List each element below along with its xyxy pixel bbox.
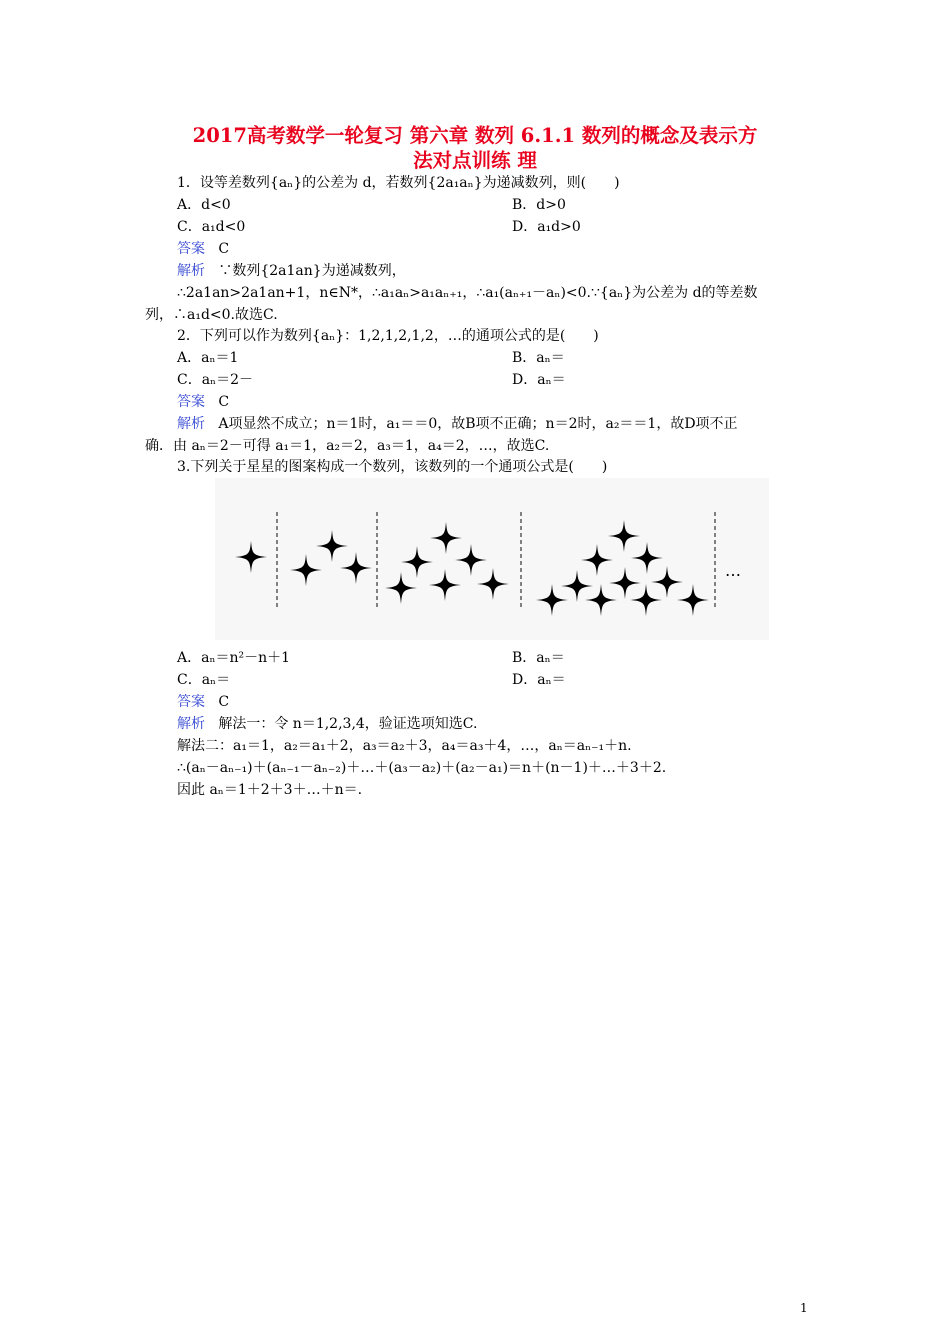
star-icon	[235, 541, 267, 573]
star-icon	[401, 546, 433, 578]
q1-option-b: B．d>0	[512, 197, 566, 213]
star-pattern-svg	[215, 478, 769, 640]
q3-analysis-row	[177, 714, 477, 734]
star-icon	[429, 569, 461, 601]
q3-analysis-line2: 解法二：a₁＝1，a₂＝a₁＋2，a₃＝a₂＋3，a₄＝a₃＋4，…，aₙ＝aₙ₋₁＋n.	[177, 738, 632, 754]
q2-stem: 2．下列可以作为数列{aₙ}：1,2,1,2,1,2，…的通项公式的是( )	[177, 328, 599, 344]
star-icon	[430, 522, 462, 554]
document-title-line1: 2017高考数学一轮复习 第六章 数列 6.1.1 数列的概念及表示方	[192, 124, 758, 147]
q3-option-a: A．aₙ＝n²－n＋1	[177, 650, 291, 666]
q1-option-c: C．a₁d<0	[177, 219, 246, 235]
q3-option-b: B．aₙ＝	[512, 650, 565, 666]
star-icon	[455, 544, 487, 576]
analysis-text: 解法一：令 n＝1,2,3,4，验证选项知选C.	[218, 716, 478, 732]
star-icon	[609, 567, 641, 599]
star-icon	[477, 568, 509, 600]
q2-option-c: C．aₙ＝2－	[177, 372, 254, 388]
q2-analysis-line2: 确．由 aₙ＝2－可得 a₁＝1，a₂＝2，a₃＝1，a₄＝2，…，故选C.	[145, 438, 550, 454]
star-icon	[608, 520, 640, 552]
analysis-label: 解析	[177, 716, 205, 732]
answer-label: 答案	[177, 394, 205, 410]
analysis-label: 解析	[177, 263, 205, 279]
q3-analysis-line4: 因此 aₙ＝1＋2＋3＋…＋n＝.	[177, 782, 363, 798]
answer-label: 答案	[177, 694, 205, 710]
q3-analysis-line3: ∴(aₙ－aₙ₋₁)＋(aₙ₋₁－aₙ₋₂)＋…＋(a₃－a₂)＋(a₂－a₁)＝n＋(n－1)＋…＋3＋2.	[177, 760, 667, 776]
q2-analysis-row	[177, 414, 738, 434]
page-number: 1	[800, 1301, 808, 1315]
star-icon	[290, 554, 322, 586]
q2-option-b: B．aₙ＝	[512, 350, 565, 366]
q2-answer-row	[177, 392, 229, 412]
q1-analysis-row	[177, 261, 406, 281]
q1-option-d: D．a₁d>0	[512, 219, 581, 235]
analysis-text: ∵数列{2a1an}为递减数列，	[218, 263, 406, 279]
star-icon	[581, 544, 613, 576]
star-icon	[536, 584, 568, 616]
star-icon	[631, 542, 663, 574]
analysis-label: 解析	[177, 416, 205, 432]
figure-ellipsis: …	[725, 561, 741, 580]
star-icon	[385, 572, 417, 604]
q1-answer-row	[177, 239, 229, 259]
q3-stem: 3.下列关于星星的图案构成一个数列，该数列的一个通项公式是( )	[177, 459, 608, 475]
star-icon	[561, 570, 593, 602]
star-icon	[316, 530, 348, 562]
q2-option-a: A．aₙ＝1	[177, 350, 239, 366]
star-icon	[630, 584, 662, 616]
analysis-text: A项显然不成立；n＝1时，a₁＝＝0，故B项不正确；n＝2时，a₂＝＝1，故D项不正	[218, 416, 738, 432]
q1-option-a: A．d<0	[177, 197, 231, 213]
answer-value: C	[218, 241, 230, 257]
q3-option-d: D．aₙ＝	[512, 672, 566, 688]
star-icon	[585, 584, 617, 616]
q3-option-c: C．aₙ＝	[177, 672, 231, 688]
document-title-line2: 法对点训练 理	[413, 149, 537, 172]
q2-option-d: D．aₙ＝	[512, 372, 566, 388]
answer-value: C	[218, 394, 230, 410]
star-pattern-figure	[215, 478, 769, 640]
star-icon	[651, 566, 683, 598]
q1-stem: 1．设等差数列{aₙ}的公差为 d，若数列{2a₁aₙ}为递减数列，则( )	[177, 175, 620, 191]
star-icon	[677, 584, 709, 616]
q1-analysis-line3: 列，∴a₁d<0.故选C.	[145, 307, 278, 323]
q3-answer-row	[177, 692, 229, 712]
answer-value: C	[218, 694, 230, 710]
answer-label: 答案	[177, 241, 205, 257]
star-icon	[340, 552, 372, 584]
q1-analysis-line2: ∴2a1an>2a1an+1，n∈N*，∴a₁aₙ>a₁aₙ₊₁，∴a₁(aₙ₊₁－aₙ)<0.∵{aₙ}为公差为 d的等差数	[177, 285, 758, 301]
